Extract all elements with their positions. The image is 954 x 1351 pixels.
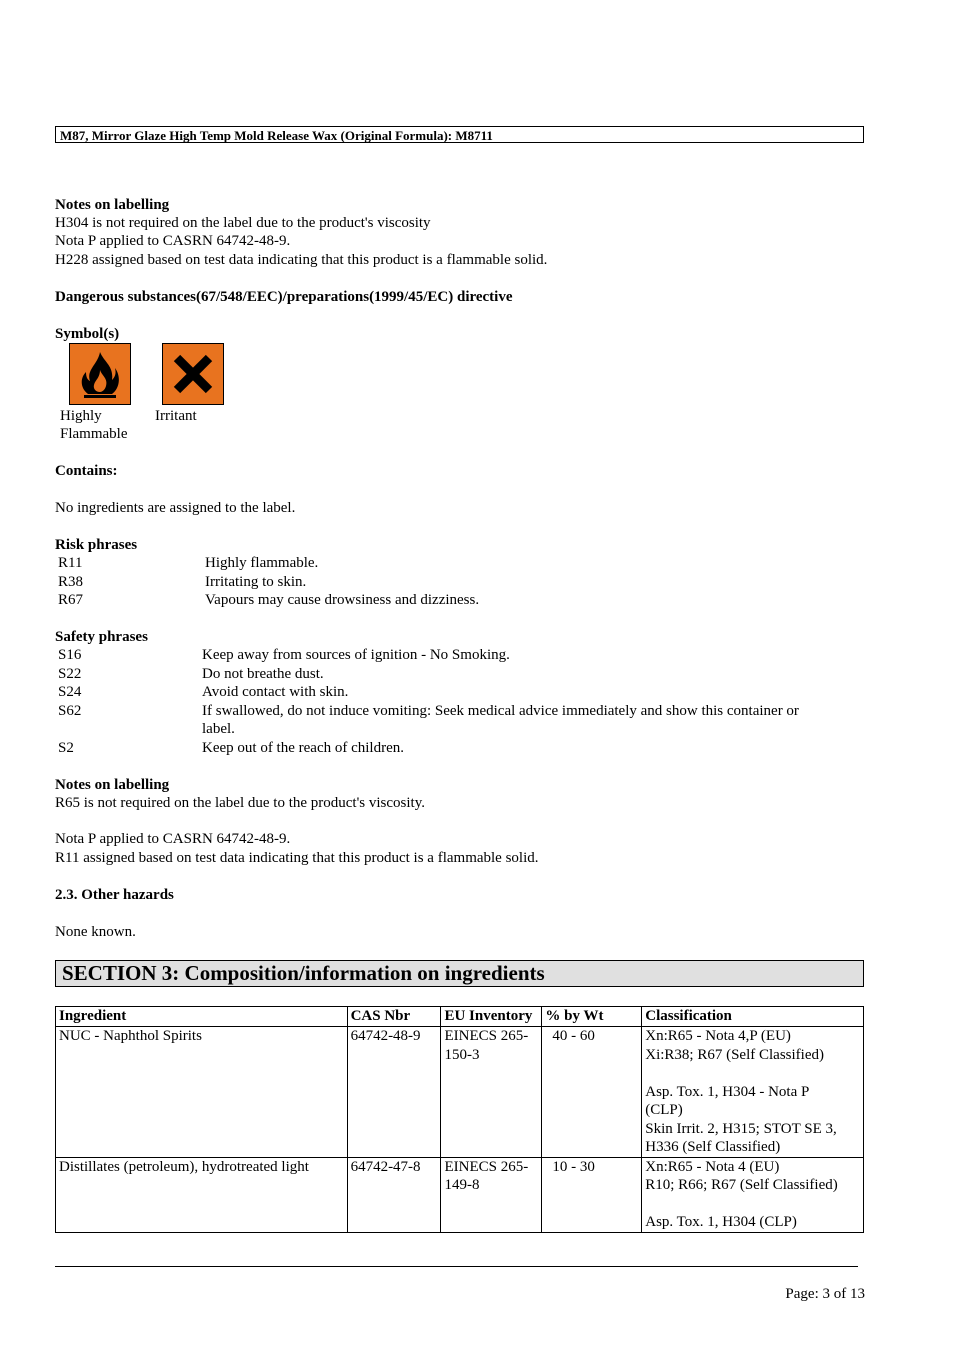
ingredient-cell: Distillates (petroleum), hydrotreated light	[56, 1157, 348, 1232]
footer-divider	[55, 1266, 858, 1267]
pct-cell: 10 - 30	[542, 1157, 642, 1232]
safety-code: S62	[58, 703, 82, 719]
symbol-label-flammable: Highly	[60, 408, 102, 424]
notes-line: H228 assigned based on test data indicating that this product is a flammable solid.	[55, 252, 548, 268]
classification-spacer	[645, 1195, 860, 1214]
symbol-label-irritant: Irritant	[155, 408, 197, 424]
risk-text: Irritating to skin.	[205, 574, 307, 590]
safety-text: If swallowed, do not induce vomiting: Seek medical advice immediately and show this container or	[202, 703, 799, 719]
directive-heading: Dangerous substances(67/548/EEC)/preparations(1999/45/EC) directive	[55, 289, 513, 305]
safety-code: S24	[58, 684, 82, 700]
cas-cell: 64742-48-9	[347, 1027, 441, 1158]
other-hazards-heading: 2.3. Other hazards	[55, 887, 174, 903]
classification-spacer	[645, 1064, 860, 1083]
classification-line: H336 (Self Classified)	[645, 1139, 781, 1155]
notes-labelling-heading: Notes on labelling	[55, 777, 170, 793]
contains-text: No ingredients are assigned to the label.	[55, 500, 296, 516]
notes-line: Nota P applied to CASRN 64742-48-9.	[55, 233, 291, 249]
contains-heading: Contains:	[55, 463, 118, 479]
notes-line: R65 is not required on the label due to the product's viscosity.	[55, 795, 425, 811]
notes-line: R11 assigned based on test data indicating that this product is a flammable solid.	[55, 850, 539, 866]
notes-line: H304 is not required on the label due to the product's viscosity	[55, 215, 431, 231]
safety-text: Keep away from sources of ignition - No Smoking.	[202, 647, 510, 663]
safety-code: S16	[58, 647, 82, 663]
column-header-eu-inventory: EU Inventory	[441, 1007, 542, 1027]
safety-text: Avoid contact with skin.	[202, 684, 349, 700]
eu-inventory-line: 149-8	[444, 1177, 480, 1193]
safety-phrases-heading: Safety phrases	[55, 629, 148, 645]
classification-line: Xn:R65 - Nota 4 (EU)	[645, 1158, 780, 1175]
classification-line: Asp. Tox. 1, H304 - Nota P	[645, 1083, 810, 1100]
section-3-title: SECTION 3: Composition/information on ingredients	[55, 960, 864, 987]
column-header-ingredient: Ingredient	[56, 1007, 348, 1027]
classification-line: Skin Irrit. 2, H315; STOT SE 3,	[645, 1120, 837, 1137]
safety-code: S2	[58, 740, 74, 756]
ingredient-cell: NUC - Naphthol Spirits	[56, 1027, 348, 1158]
classification-cell	[642, 1027, 864, 1158]
eu-inventory-line: 150-3	[444, 1046, 480, 1063]
eu-inventory-line: EINECS 265-	[444, 1158, 529, 1175]
classification-line: Xi:R38; R67 (Self Classified)	[645, 1046, 824, 1063]
cas-cell: 64742-47-8	[347, 1157, 441, 1232]
risk-text: Vapours may cause drowsiness and dizziness.	[205, 592, 480, 608]
page-number: Page: 3 of 13	[785, 1286, 865, 1302]
risk-code: R67	[58, 592, 84, 608]
risk-phrases-heading: Risk phrases	[55, 537, 138, 553]
symbol-label-flammable-line2: Flammable	[60, 426, 128, 442]
symbols-heading: Symbol(s)	[55, 326, 120, 342]
eu-inventory-cell	[441, 1157, 542, 1232]
column-header-pct: % by Wt	[542, 1007, 642, 1027]
cross-icon	[162, 343, 224, 405]
risk-text: Highly flammable.	[205, 555, 319, 571]
classification-line: R10; R66; R67 (Self Classified)	[645, 1177, 838, 1193]
table-header-row	[56, 1007, 864, 1027]
classification-line: Asp. Tox. 1, H304 (CLP)	[645, 1214, 797, 1230]
safety-text: Do not breathe dust.	[202, 666, 324, 682]
classification-line: (CLP)	[645, 1102, 683, 1118]
safety-text-continued: label.	[202, 721, 235, 737]
document-title: M87, Mirror Glaze High Temp Mold Release Wax (Original Formula): M8711	[55, 126, 864, 143]
column-header-cas: CAS Nbr	[347, 1007, 441, 1027]
eu-inventory-cell	[441, 1027, 542, 1158]
classification-cell	[642, 1157, 864, 1232]
risk-code: R11	[58, 555, 83, 571]
other-hazards-text: None known.	[55, 924, 136, 940]
pct-cell: 40 - 60	[542, 1027, 642, 1158]
notes-labelling-heading: Notes on labelling	[55, 197, 170, 213]
notes-line: Nota P applied to CASRN 64742-48-9.	[55, 831, 291, 847]
risk-code: R38	[58, 574, 84, 590]
flame-icon	[69, 343, 131, 405]
column-header-classification: Classification	[642, 1007, 864, 1027]
table-row	[56, 1157, 864, 1232]
safety-text: Keep out of the reach of children.	[202, 740, 404, 756]
eu-inventory-line: EINECS 265-	[444, 1028, 529, 1044]
table-row	[56, 1027, 864, 1158]
classification-line: Xn:R65 - Nota 4,P (EU)	[645, 1028, 791, 1044]
ingredients-table	[55, 1006, 864, 1233]
safety-code: S22	[58, 666, 82, 682]
